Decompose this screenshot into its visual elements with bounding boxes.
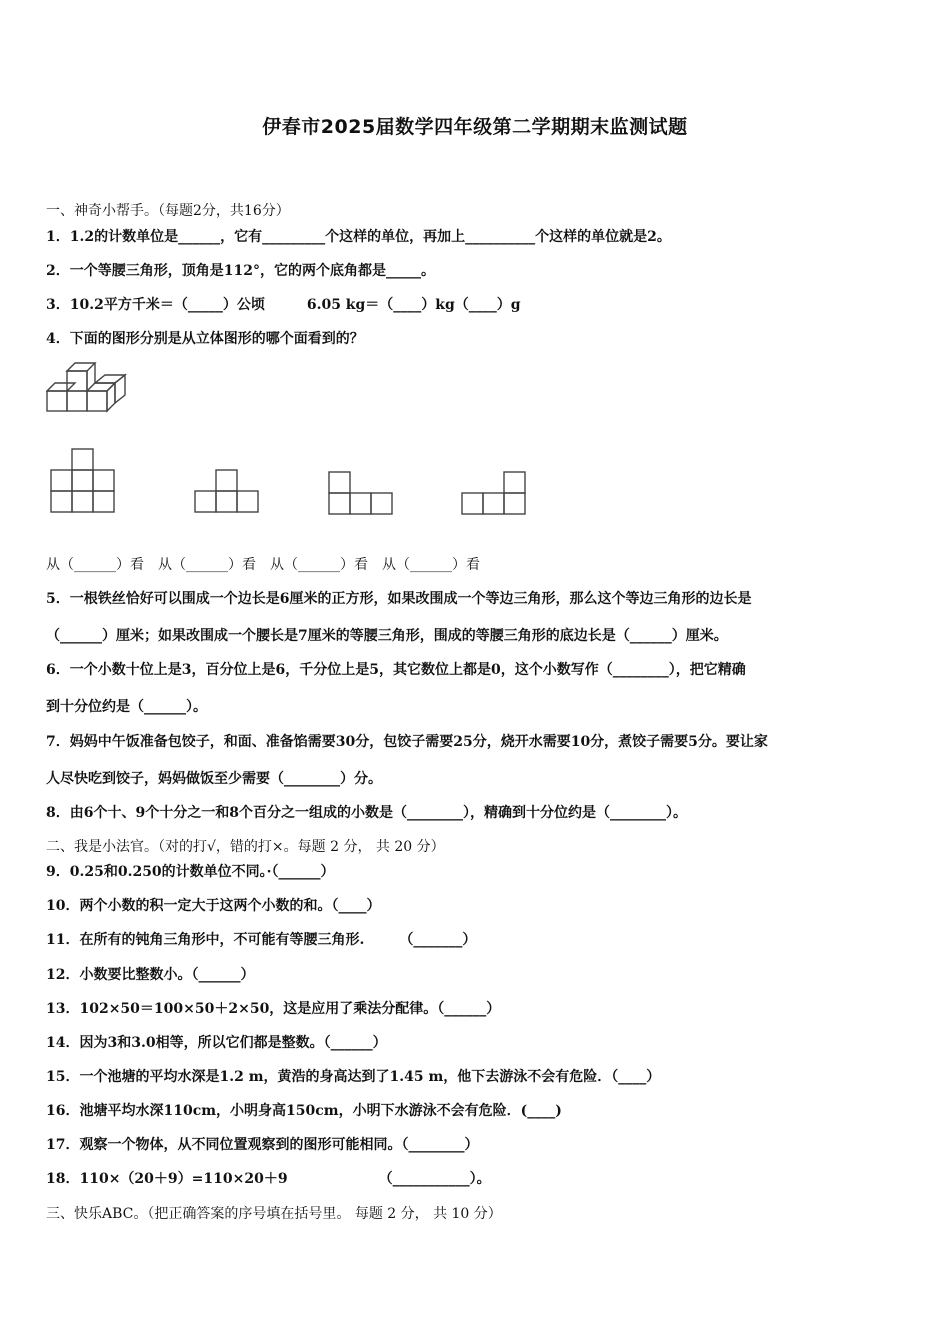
- view-figure-4: [461, 471, 527, 516]
- question-6-line-1: 6．一个小数十位上是3，百分位上是6，千分位上是5，其它数位上都是0，这个小数写作（________），把它精确: [46, 662, 746, 678]
- section-2-heading: 二、我是小法官。（对的打√，错的打×。每题 2 分， 共 20 分）: [46, 839, 445, 855]
- question-15: 15．一个池塘的平均水深是1.2 m，黄浩的身高达到了1.45 m，他下去游泳不会有危险．（____）: [46, 1069, 661, 1085]
- question-13: 13．102×50＝100×50＋2×50，这是应用了乘法分配律。（______）: [46, 1001, 501, 1017]
- solid-figure-image: [46, 360, 130, 416]
- question-6-line-2: 到十分位约是（______）。: [46, 699, 207, 715]
- question-8: 8．由6个十、9个十分之一和8个百分之一组成的小数是（________），精确到十分位约是（________）。: [46, 805, 687, 821]
- question-14: 14．因为3和3.0相等，所以它们都是整数。（______）: [46, 1035, 387, 1051]
- question-11: 11．在所有的钝角三角形中，不可能有等腰三角形. （_______）: [46, 932, 477, 948]
- view-figure-2: [194, 469, 260, 514]
- question-9: 9．0.25和0.250的计数单位不同。·（______）: [46, 864, 335, 880]
- question-4: 4．下面的图形分别是从立体图形的哪个面看到的？: [46, 331, 364, 347]
- question-7-line-1: 7．妈妈中午饭准备包饺子，和面、准备馅需要30分，包饺子需要25分，烧开水需要10分，煮饺子需要5分。要让家: [46, 734, 768, 750]
- question-2: 2．一个等腰三角形，顶角是112°，它的两个底角都是_____。: [46, 263, 435, 279]
- question-10: 10．两个小数的积一定大于这两个小数的和。（____）: [46, 898, 381, 914]
- question-18: 18．110×（20＋9）=110×20＋9 （___________）。: [46, 1171, 491, 1187]
- section-1-heading: 一、神奇小帮手。（每题2分，共16分）: [46, 203, 290, 219]
- question-12: 12．小数要比整数小。（______）: [46, 967, 255, 983]
- view-figure-1: [50, 448, 116, 514]
- question-17: 17．观察一个物体，从不同位置观察到的图形可能相同。（________）: [46, 1137, 479, 1153]
- page-title: 伊春市2025届数学四年级第二学期期末监测试题: [262, 116, 688, 138]
- question-16: 16．池塘平均水深110cm，小明身高150cm，小明下水游泳不会有危险．(____): [46, 1103, 562, 1119]
- question-3: 3．10.2平方千米＝（_____）公顷 6.05 kg＝（____）kg（____）g: [46, 297, 521, 313]
- question-5-line-2: （______）厘米；如果改围成一个腰长是7厘米的等腰三角形，围成的等腰三角形的底边长是（______）厘米。: [46, 628, 728, 644]
- question-7-line-2: 人尽快吃到饺子，妈妈做饭至少需要（________）分。: [46, 771, 382, 787]
- view-figure-3: [328, 471, 394, 516]
- question-4-answers: 从（______）看 从（______）看 从（______）看 从（______）看: [46, 557, 480, 573]
- section-3-heading: 三、快乐ABC。（把正确答案的序号填在括号里。 每题 2 分， 共 10 分）: [46, 1206, 502, 1222]
- question-5-line-1: 5．一根铁丝恰好可以围成一个边长是6厘米的正方形，如果改围成一个等边三角形，那么这个等边三角形的边长是: [46, 591, 752, 607]
- question-1: 1．1.2的计数单位是______，它有_________个这样的单位，再加上__________个这样的单位就是2。: [46, 229, 671, 245]
